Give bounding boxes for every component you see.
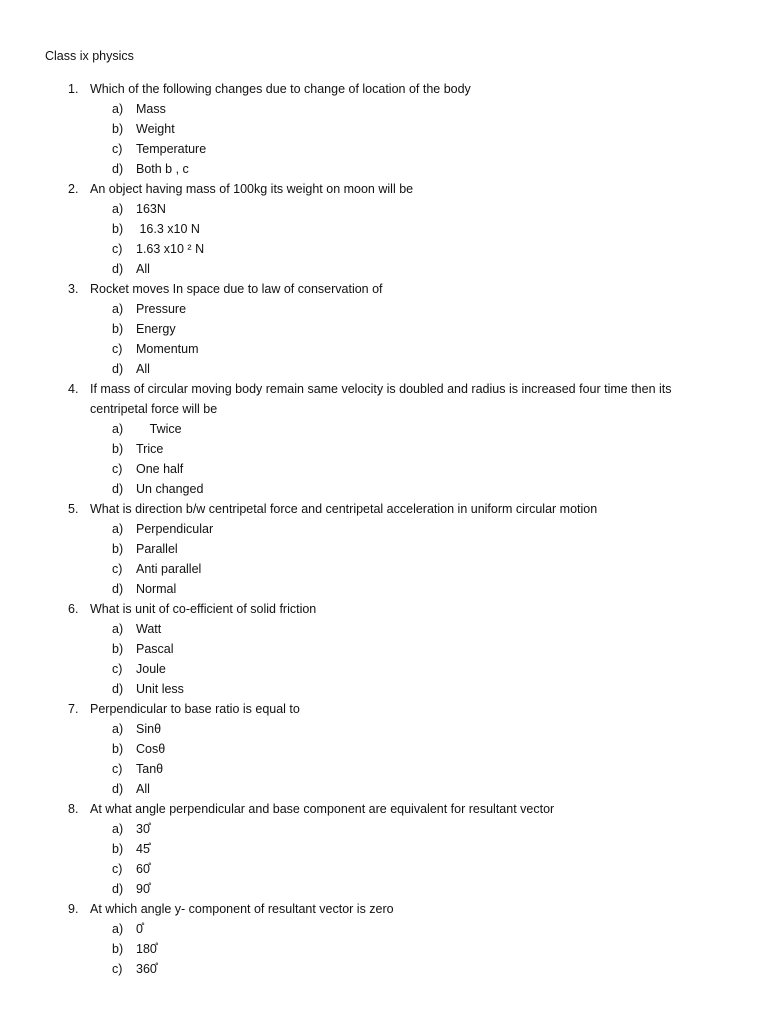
- question-line: [0, 499, 768, 519]
- answer-option: [0, 559, 768, 579]
- option-text: 90̊: [136, 882, 150, 896]
- option-text: 0̊: [136, 922, 143, 936]
- answer-option: [0, 659, 768, 679]
- option-text: Both b , c: [136, 162, 189, 176]
- answer-option: [0, 739, 768, 759]
- option-text: All: [136, 362, 150, 376]
- option-letter: b): [112, 542, 124, 556]
- answer-option: [0, 239, 768, 259]
- answer-option: [0, 359, 768, 379]
- question-line: [0, 379, 768, 419]
- option-letter: a): [112, 522, 124, 536]
- question-item: [0, 379, 768, 499]
- answer-option: [0, 879, 768, 899]
- question-number: 3.: [68, 282, 79, 296]
- question-text: An object having mass of 100kg its weight on moon will be: [90, 182, 414, 196]
- option-letter: d): [112, 482, 124, 496]
- answer-option: [0, 679, 768, 699]
- question-item: [0, 599, 768, 699]
- answer-option: [0, 859, 768, 879]
- answer-option: [0, 319, 768, 339]
- option-letter: b): [112, 442, 124, 456]
- option-text: Pascal: [136, 642, 174, 656]
- option-letter: c): [112, 462, 123, 476]
- option-letter: c): [112, 242, 123, 256]
- answer-option: [0, 839, 768, 859]
- option-text: Weight: [136, 122, 175, 136]
- question-line: [0, 699, 768, 719]
- option-letter: c): [112, 862, 123, 876]
- option-letter: b): [112, 842, 124, 856]
- option-text: Sinθ: [136, 722, 162, 736]
- answer-option: [0, 139, 768, 159]
- option-letter: a): [112, 102, 124, 116]
- question-text: At which angle y- component of resultant vector is zero: [90, 902, 394, 916]
- question-text: Which of the following changes due to change of location of the body: [90, 82, 471, 96]
- option-text: 30̊: [136, 822, 150, 836]
- option-text: Watt: [136, 622, 162, 636]
- option-text: One half: [136, 462, 184, 476]
- option-text: 1.63 x10 ² N: [136, 242, 205, 256]
- question-item: [0, 499, 768, 599]
- answer-option: [0, 719, 768, 739]
- answer-option: [0, 439, 768, 459]
- option-text: Energy: [136, 322, 176, 336]
- option-text: 163N: [136, 202, 166, 216]
- question-number: 9.: [68, 902, 79, 916]
- question-line: [0, 899, 768, 919]
- option-letter: c): [112, 342, 123, 356]
- option-letter: b): [112, 122, 124, 136]
- question-text: What is direction b/w centripetal force and centripetal acceleration in uniform circular motion: [90, 502, 598, 516]
- question-text: What is unit of co-efficient of solid friction: [90, 602, 317, 616]
- option-letter: c): [112, 142, 123, 156]
- option-text: 16.3 x10 N: [136, 222, 200, 236]
- option-text: Perpendicular: [136, 522, 214, 536]
- question-number: 8.: [68, 802, 79, 816]
- question-item: [0, 79, 768, 179]
- answer-option: [0, 759, 768, 779]
- answer-option: [0, 619, 768, 639]
- question-number: 4.: [68, 382, 79, 396]
- question-number: 1.: [68, 82, 79, 96]
- option-letter: b): [112, 642, 124, 656]
- option-text: 60̊: [136, 862, 150, 876]
- answer-option: [0, 959, 768, 979]
- question-item: [0, 899, 768, 979]
- question-line: [0, 599, 768, 619]
- option-letter: d): [112, 582, 124, 596]
- option-letter: d): [112, 682, 124, 696]
- option-letter: a): [112, 722, 124, 736]
- option-letter: b): [112, 322, 124, 336]
- option-text: Pressure: [136, 302, 187, 316]
- document-title: Class ix physics: [45, 49, 134, 63]
- answer-option: [0, 159, 768, 179]
- answer-option: [0, 339, 768, 359]
- option-text: Normal: [136, 582, 177, 596]
- question-text: At what angle perpendicular and base component are equivalent for resultant vector: [90, 802, 555, 816]
- option-letter: a): [112, 622, 124, 636]
- option-letter: a): [112, 922, 124, 936]
- option-text: 45̊: [136, 842, 150, 856]
- option-letter: b): [112, 942, 124, 956]
- answer-option: [0, 539, 768, 559]
- question-number: 2.: [68, 182, 79, 196]
- option-letter: a): [112, 422, 124, 436]
- answer-option: [0, 919, 768, 939]
- question-line: [0, 79, 768, 99]
- option-letter: d): [112, 782, 124, 796]
- option-text: Twice: [136, 422, 182, 436]
- answer-option: [0, 779, 768, 799]
- answer-option: [0, 99, 768, 119]
- option-text: Momentum: [136, 342, 199, 356]
- option-letter: d): [112, 882, 124, 896]
- question-text: Rocket moves In space due to law of conservation of: [90, 282, 383, 296]
- option-text: Un changed: [136, 482, 204, 496]
- answer-option: [0, 119, 768, 139]
- answer-option: [0, 219, 768, 239]
- option-text: Cosθ: [136, 742, 166, 756]
- question-item: [0, 799, 768, 899]
- answer-option: [0, 519, 768, 539]
- question-line: [0, 179, 768, 199]
- option-text: Tanθ: [136, 762, 164, 776]
- answer-option: [0, 459, 768, 479]
- option-text: Temperature: [136, 142, 207, 156]
- answer-option: [0, 299, 768, 319]
- question-item: [0, 699, 768, 799]
- question-number: 7.: [68, 702, 79, 716]
- option-text: Parallel: [136, 542, 178, 556]
- option-text: All: [136, 782, 150, 796]
- option-letter: c): [112, 662, 123, 676]
- option-letter: d): [112, 362, 124, 376]
- answer-option: [0, 199, 768, 219]
- question-number: 5.: [68, 502, 79, 516]
- option-text: 360̊: [136, 962, 157, 976]
- answer-option: [0, 419, 768, 439]
- option-text: Unit less: [136, 682, 184, 696]
- option-letter: c): [112, 962, 123, 976]
- option-letter: a): [112, 302, 124, 316]
- answer-option: [0, 479, 768, 499]
- option-letter: c): [112, 762, 123, 776]
- question-line: [0, 799, 768, 819]
- option-letter: d): [112, 262, 124, 276]
- question-list: [0, 79, 768, 979]
- option-text: Mass: [136, 102, 166, 116]
- question-text: If mass of circular moving body remain same velocity is doubled and radius is increased four time then its centripetal force will be: [90, 382, 672, 416]
- answer-option: [0, 819, 768, 839]
- option-text: Joule: [136, 662, 166, 676]
- question-line: [0, 279, 768, 299]
- option-letter: a): [112, 822, 124, 836]
- option-text: Trice: [136, 442, 164, 456]
- option-text: Anti parallel: [136, 562, 202, 576]
- option-letter: b): [112, 222, 124, 236]
- answer-option: [0, 939, 768, 959]
- answer-option: [0, 639, 768, 659]
- option-text: All: [136, 262, 150, 276]
- question-text: Perpendicular to base ratio is equal to: [90, 702, 300, 716]
- option-letter: b): [112, 742, 124, 756]
- answer-option: [0, 579, 768, 599]
- option-letter: a): [112, 202, 124, 216]
- question-item: [0, 179, 768, 279]
- option-letter: c): [112, 562, 123, 576]
- question-item: [0, 279, 768, 379]
- answer-option: [0, 259, 768, 279]
- question-number: 6.: [68, 602, 79, 616]
- option-letter: d): [112, 162, 124, 176]
- option-text: 180̊: [136, 942, 157, 956]
